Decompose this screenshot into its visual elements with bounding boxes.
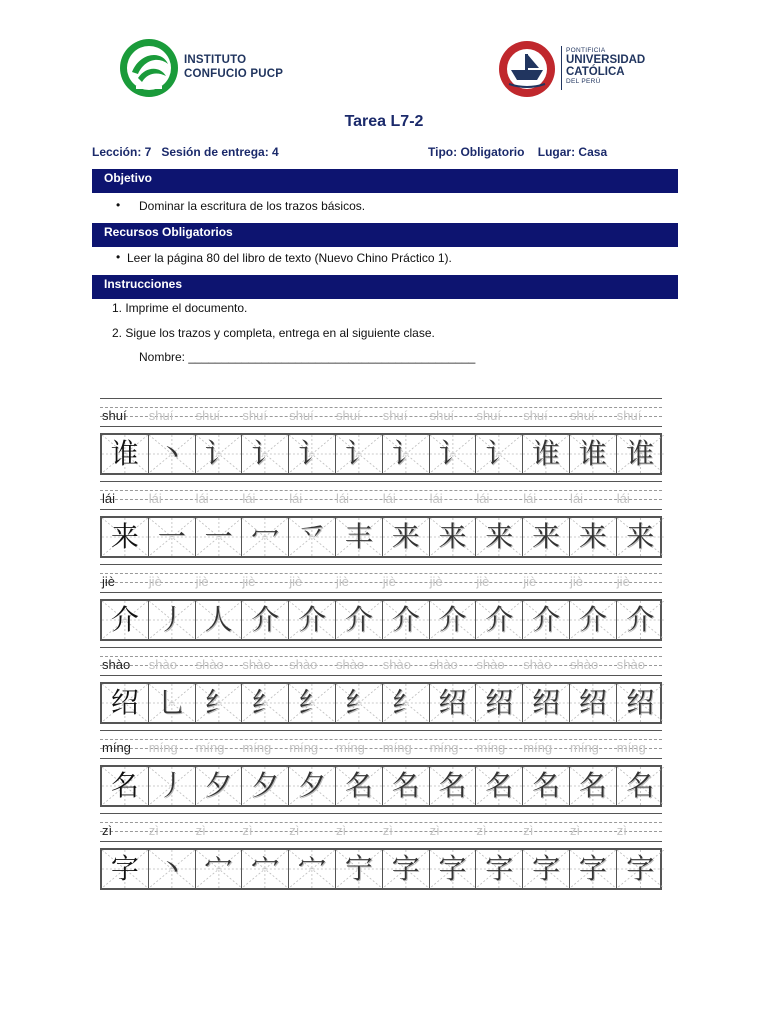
pinyin-trace: míng — [476, 740, 506, 755]
pinyin-trace: jiè — [336, 574, 350, 589]
pinyin-trace: shào — [476, 657, 505, 672]
stroke-order-cell — [242, 435, 289, 473]
stroke-order-cell — [383, 601, 430, 639]
stroke-order-cell — [289, 684, 336, 722]
pinyin-trace: míng — [616, 740, 646, 755]
stroke-order-cell — [430, 850, 477, 888]
stroke-order-cell — [570, 435, 617, 473]
character-boxes — [100, 682, 662, 724]
pinyin-trace: zì — [429, 823, 440, 838]
stroke-stage: 名 — [532, 769, 561, 802]
stroke-stage: 人 — [204, 603, 233, 636]
stroke-order-cell — [523, 435, 570, 473]
stroke-stage: 丶 — [157, 437, 186, 470]
instruction-step-1: 1. Imprime el documento. — [112, 301, 248, 315]
pinyin-trace: shuí — [476, 408, 501, 423]
confucio-emblem-icon — [118, 38, 180, 98]
pinyin-trace: shuí — [336, 408, 361, 423]
stroke-stage: 字 — [626, 852, 655, 885]
stroke-order-cell — [617, 435, 664, 473]
stroke-order-cell — [242, 684, 289, 722]
pinyin-trace: míng — [148, 740, 178, 755]
stroke-order-cell — [242, 767, 289, 805]
stroke-order-cell — [149, 684, 196, 722]
pinyin-trace: shuí — [289, 408, 314, 423]
pinyin-trace: zì — [382, 823, 393, 838]
pinyin-trace: lái — [195, 491, 209, 506]
stroke-stage: 字 — [578, 852, 607, 885]
stroke-order-cell — [570, 684, 617, 722]
pinyin-trace: jiè — [382, 574, 396, 589]
stroke-order-cell — [523, 601, 570, 639]
pinyin-trace: shuí — [429, 408, 455, 423]
pinyin-trace: míng — [336, 740, 365, 755]
pinyin-trace: jiè — [616, 574, 630, 589]
stroke-order-cell — [336, 435, 383, 473]
pinyin-trace: jiè — [195, 574, 209, 589]
model-character-cell — [102, 684, 149, 722]
model-character: 来 — [110, 520, 139, 553]
confucio-logo — [118, 38, 298, 98]
pinyin-trace: jiè — [148, 574, 162, 589]
model-character: 字 — [110, 852, 139, 885]
stroke-stage: 名 — [438, 769, 467, 802]
pinyin-trace: shào — [242, 657, 271, 672]
model-character: 介 — [110, 603, 139, 636]
stroke-stage: 宀 — [298, 852, 327, 885]
stroke-order-cell — [476, 435, 523, 473]
stroke-stage: 介 — [391, 603, 420, 636]
pinyin-trace: shào — [429, 657, 458, 672]
pinyin-label: lái — [102, 491, 116, 506]
stroke-stage: 讠 — [298, 437, 327, 470]
stroke-order-cell — [289, 767, 336, 805]
stroke-order-cell — [242, 518, 289, 556]
stroke-order-cell — [196, 850, 243, 888]
stroke-stage: 绍 — [438, 686, 467, 719]
stroke-stage: 宁 — [344, 852, 373, 885]
stroke-stage: 名 — [344, 769, 373, 802]
model-character-cell — [102, 850, 149, 888]
character-boxes — [100, 516, 662, 558]
stroke-order-cell — [476, 684, 523, 722]
stroke-order-cell — [336, 518, 383, 556]
pinyin-trace: shào — [570, 657, 599, 672]
pucp-logo — [497, 40, 657, 98]
stroke-order-cell — [149, 518, 196, 556]
model-character: 绍 — [110, 686, 139, 719]
stroke-order-cell — [149, 850, 196, 888]
bullet-icon: • — [116, 250, 121, 264]
stroke-order-cell — [570, 601, 617, 639]
stroke-order-cell — [149, 601, 196, 639]
model-character: 谁 — [110, 437, 139, 470]
model-character-cell — [102, 767, 149, 805]
lesson-info: Lección: 7 Sesión de entrega: 4 — [92, 145, 279, 159]
pinyin-trace: jiè — [429, 574, 443, 589]
confucio-line2: CONFUCIO PUCP — [184, 68, 284, 80]
stroke-order-cell — [476, 518, 523, 556]
stroke-stage: 讠 — [204, 437, 233, 470]
stroke-order-cell — [383, 684, 430, 722]
stroke-order-cell — [336, 767, 383, 805]
stroke-stage: 夕 — [298, 769, 327, 802]
pinyin-trace: zì — [336, 823, 347, 838]
pinyin-trace: shuí — [382, 408, 408, 423]
character-boxes — [100, 848, 662, 890]
stroke-stage: 字 — [438, 852, 467, 885]
pinyin-trace: míng — [195, 740, 225, 755]
pinyin-trace: jiè — [242, 574, 256, 589]
pinyin-label: zì — [102, 823, 113, 838]
stroke-order-cell — [196, 518, 243, 556]
pinyin-trace: míng — [289, 740, 319, 755]
stroke-stage: 纟 — [344, 686, 373, 719]
stroke-stage: 字 — [485, 852, 514, 885]
stroke-stage: 纟 — [298, 686, 327, 719]
stroke-stage: 名 — [626, 769, 655, 802]
stroke-order-cell — [289, 435, 336, 473]
pinyin-trace: jiè — [570, 574, 584, 589]
name-field[interactable]: Nombre: ___________________________________________ — [139, 350, 476, 364]
stroke-order-cell — [523, 767, 570, 805]
stroke-order-cell — [383, 518, 430, 556]
stroke-stage: 讠 — [344, 437, 373, 470]
stroke-order-cell — [149, 767, 196, 805]
stroke-order-cell — [430, 684, 477, 722]
stroke-stage: 讠 — [391, 437, 420, 470]
stroke-stage: 讠 — [485, 437, 514, 470]
stroke-stage: 丿 — [157, 603, 186, 636]
stroke-stage: 介 — [251, 603, 280, 636]
pinyin-trace: míng — [570, 740, 599, 755]
stroke-order-cell — [242, 850, 289, 888]
stroke-stage: 夕 — [204, 769, 233, 802]
stroke-stage: 介 — [298, 603, 327, 636]
stroke-stage: 绍 — [532, 686, 561, 719]
confucio-line1: INSTITUTO — [184, 54, 247, 66]
pinyin-trace: lái — [523, 491, 537, 506]
pinyin-trace: jiè — [523, 574, 537, 589]
stroke-stage: 纟 — [204, 686, 233, 719]
character-boxes — [100, 433, 662, 475]
stroke-stage: 谁 — [626, 437, 655, 470]
practice-row — [100, 564, 662, 640]
stroke-order-cell — [523, 684, 570, 722]
stroke-stage: 一 — [204, 520, 233, 553]
stroke-stage: 绍 — [485, 686, 514, 719]
pinyin-trace: lái — [429, 491, 443, 506]
stroke-stage: 来 — [391, 520, 420, 553]
type-info: Tipo: Obligatorio Lugar: Casa — [428, 145, 608, 159]
pinyin-label: shào — [102, 657, 131, 672]
pinyin-trace: lái — [242, 491, 256, 506]
stroke-stage: 一 — [157, 520, 186, 553]
stroke-order-cell — [617, 684, 664, 722]
pinyin-trace: lái — [616, 491, 630, 506]
stroke-order-cell — [570, 767, 617, 805]
stroke-stage: 介 — [344, 603, 373, 636]
pinyin-trace: shuí — [242, 408, 267, 423]
stroke-order-cell — [523, 850, 570, 888]
stroke-stage: 介 — [578, 603, 607, 636]
stroke-stage: 丿 — [157, 769, 186, 802]
stroke-order-cell — [430, 601, 477, 639]
bullet-icon: • — [116, 198, 121, 212]
pinyin-trace: míng — [242, 740, 272, 755]
instruction-step-2: 2. Sigue los trazos y completa, entrega en al siguiente clase. — [112, 326, 435, 340]
pinyin-trace: shào — [148, 657, 177, 672]
character-boxes — [100, 765, 662, 807]
pucp-line3: CATÓLICA — [566, 65, 625, 78]
pinyin-trace: zì — [242, 823, 253, 838]
pinyin-trace: shuí — [195, 408, 221, 423]
practice-row — [100, 481, 662, 557]
stroke-order-cell — [196, 601, 243, 639]
recursos-item: Leer la página 80 del libro de texto (Nuevo Chino Práctico 1). — [127, 251, 452, 265]
stroke-stage: 绍 — [578, 686, 607, 719]
stroke-stage: 介 — [626, 603, 655, 636]
pinyin-trace: míng — [523, 740, 553, 755]
stroke-stage: 名 — [578, 769, 607, 802]
section-instrucciones-header: Instrucciones — [92, 275, 678, 299]
practice-row — [100, 647, 662, 723]
stroke-order-cell — [196, 684, 243, 722]
stroke-order-cell — [476, 767, 523, 805]
pinyin-trace: lái — [289, 491, 303, 506]
pucp-line2: UNIVERSIDAD — [566, 54, 646, 66]
stroke-stage: 讠 — [251, 437, 280, 470]
stroke-order-cell — [570, 850, 617, 888]
pinyin-trace: lái — [382, 491, 396, 506]
stroke-stage: 来 — [485, 520, 514, 553]
pinyin-trace: shuí — [616, 408, 642, 423]
stroke-order-cell — [430, 767, 477, 805]
stroke-order-cell — [430, 518, 477, 556]
stroke-stage: 乊 — [298, 520, 327, 553]
pinyin-trace: shuí — [523, 408, 548, 423]
stroke-stage: 介 — [532, 603, 561, 636]
stroke-stage: 纟 — [391, 686, 420, 719]
pinyin-trace: zì — [570, 823, 581, 838]
pinyin-trace: jiè — [476, 574, 490, 589]
stroke-order-cell — [383, 850, 430, 888]
stroke-order-cell — [149, 435, 196, 473]
pinyin-trace: shào — [289, 657, 318, 672]
stroke-stage: 名 — [391, 769, 420, 802]
objetivo-item: Dominar la escritura de los trazos básicos. — [139, 199, 366, 213]
stroke-stage: 丶 — [157, 852, 186, 885]
stroke-order-cell — [289, 601, 336, 639]
pinyin-label: míng — [102, 740, 131, 755]
pinyin-trace: shuí — [570, 408, 595, 423]
pinyin-trace: zì — [476, 823, 487, 838]
practice-row — [100, 813, 662, 889]
pinyin-trace: lái — [336, 491, 350, 506]
stroke-order-cell — [476, 601, 523, 639]
pinyin-trace: míng — [429, 740, 459, 755]
pinyin-trace: shào — [336, 657, 365, 672]
stroke-stage: 来 — [532, 520, 561, 553]
model-character-cell — [102, 601, 149, 639]
stroke-stage: 乚 — [157, 686, 186, 719]
stroke-stage: 谁 — [578, 437, 607, 470]
stroke-order-cell — [196, 767, 243, 805]
pinyin-trace: zì — [616, 823, 627, 838]
stroke-stage: 绍 — [626, 686, 655, 719]
pinyin-trace: shào — [382, 657, 411, 672]
stroke-order-cell — [617, 850, 664, 888]
pinyin-trace: zì — [289, 823, 300, 838]
pinyin-trace: zì — [523, 823, 534, 838]
pinyin-trace: zì — [195, 823, 206, 838]
pinyin-trace: lái — [148, 491, 162, 506]
section-objetivo-header: Objetivo — [92, 169, 678, 193]
stroke-order-cell — [336, 850, 383, 888]
pinyin-trace: lái — [570, 491, 584, 506]
character-boxes — [100, 599, 662, 641]
stroke-order-cell — [523, 518, 570, 556]
stroke-order-cell — [617, 767, 664, 805]
stroke-stage: 来 — [626, 520, 655, 553]
stroke-stage: 纟 — [251, 686, 280, 719]
pinyin-label: jiè — [102, 574, 116, 589]
stroke-stage: 讠 — [438, 437, 467, 470]
stroke-stage: 来 — [578, 520, 607, 553]
stroke-order-cell — [289, 850, 336, 888]
pinyin-trace: jiè — [289, 574, 303, 589]
stroke-stage: 介 — [438, 603, 467, 636]
stroke-order-cell — [617, 601, 664, 639]
stroke-order-cell — [430, 435, 477, 473]
stroke-order-cell — [383, 767, 430, 805]
pucp-seal-icon — [497, 40, 557, 98]
pucp-line1: PONTIFICIA — [566, 47, 606, 54]
pinyin-trace: shào — [195, 657, 224, 672]
pinyin-trace: míng — [382, 740, 412, 755]
model-character-cell — [102, 435, 149, 473]
pucp-divider — [561, 46, 562, 90]
stroke-order-cell — [289, 518, 336, 556]
stroke-order-cell — [242, 601, 289, 639]
page-title: Tarea L7-2 — [344, 113, 424, 130]
practice-row — [100, 398, 662, 474]
model-character: 名 — [110, 769, 139, 802]
pinyin-trace: zì — [148, 823, 159, 838]
stroke-stage: 宀 — [251, 852, 280, 885]
pinyin-trace: shuí — [148, 408, 174, 423]
pinyin-trace: shào — [523, 657, 552, 672]
section-recursos-header: Recursos Obligatorios — [92, 223, 678, 247]
stroke-order-cell — [336, 601, 383, 639]
stroke-stage: 夕 — [251, 769, 280, 802]
stroke-stage: 谁 — [532, 437, 561, 470]
pinyin-trace: lái — [476, 491, 490, 506]
pinyin-trace: shào — [616, 657, 645, 672]
stroke-stage: 丰 — [344, 520, 373, 553]
stroke-stage: 冖 — [251, 520, 280, 553]
stroke-stage: 来 — [438, 520, 467, 553]
stroke-order-cell — [196, 435, 243, 473]
stroke-stage: 介 — [485, 603, 514, 636]
stroke-stage: 字 — [532, 852, 561, 885]
model-character-cell — [102, 518, 149, 556]
stroke-order-cell — [617, 518, 664, 556]
stroke-order-cell — [383, 435, 430, 473]
stroke-stage: 宀 — [204, 852, 233, 885]
practice-row — [100, 730, 662, 806]
stroke-stage: 名 — [485, 769, 514, 802]
stroke-order-cell — [570, 518, 617, 556]
pinyin-label: shuí — [102, 408, 127, 423]
pucp-line4: DEL PERÚ — [566, 78, 601, 85]
stroke-order-cell — [336, 684, 383, 722]
stroke-order-cell — [476, 850, 523, 888]
stroke-stage: 字 — [391, 852, 420, 885]
